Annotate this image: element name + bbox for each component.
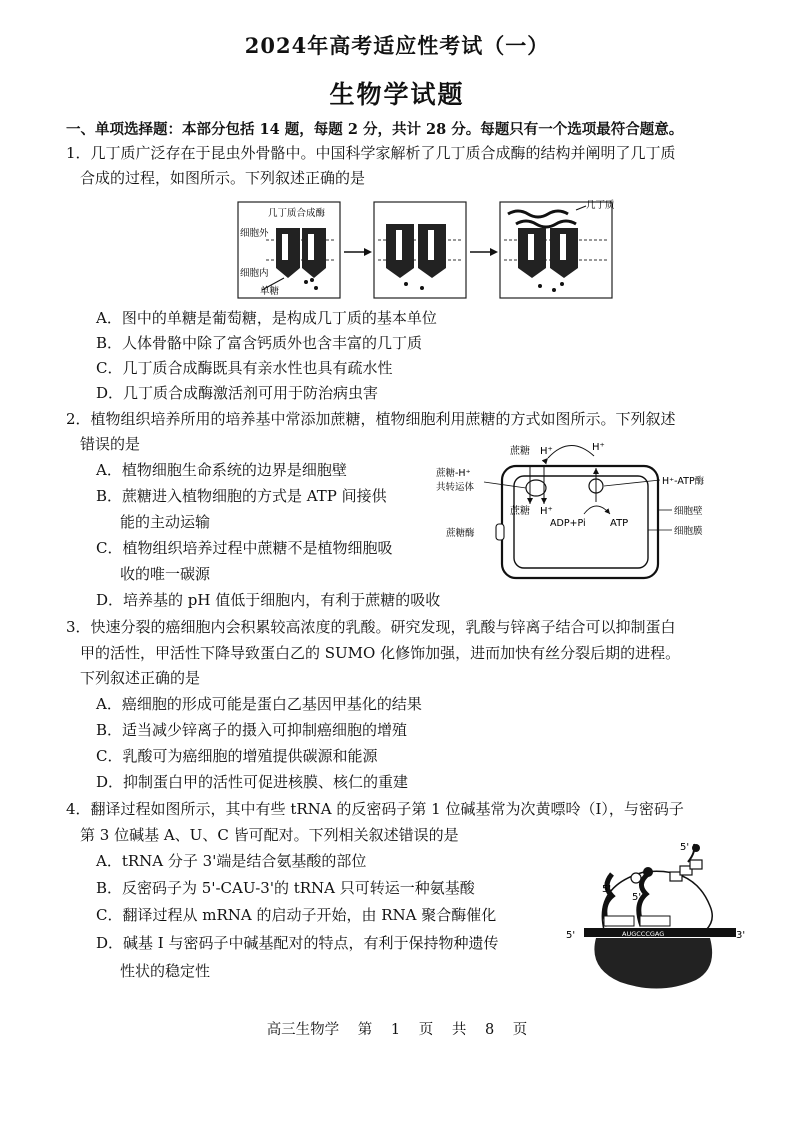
q4-option-d-line1[interactable]: D．碱基 I 与密码子中碱基配对的特点，有利于保持物种遗传 bbox=[96, 934, 499, 952]
q1-stem-line2: 合成的过程，如图所示。下列叙述正确的是 bbox=[80, 169, 366, 187]
q4-translation-figure bbox=[560, 842, 750, 990]
q3-option-d[interactable]: D．抑制蛋白甲的活性可促进核膜、核仁的重建 bbox=[96, 773, 409, 791]
footer-page-number: 第 1 页 bbox=[357, 1022, 434, 1038]
q2-label-atpase: H⁺-ATP酶 bbox=[662, 476, 705, 487]
q2-label-sucrase: 蔗糖酶 bbox=[446, 528, 475, 539]
q2-sucrase bbox=[496, 524, 504, 540]
q2-label-h-in: H⁺ bbox=[540, 506, 553, 517]
q1-chitin-synthase-figure bbox=[236, 194, 616, 306]
q2-stem-line2: 错误的是 bbox=[80, 435, 141, 453]
q1-label-enzyme: 几丁质合成酶 bbox=[268, 208, 326, 219]
q2-option-c-line1[interactable]: C．植物组织培养过程中蔗糖不是植物细胞吸 bbox=[96, 539, 393, 557]
q4-codons: AUGCCCGAG bbox=[622, 930, 665, 938]
q1-option-c[interactable]: C．几丁质合成酶既具有亲水性也具有疏水性 bbox=[96, 359, 393, 377]
q1-stem-line1: 1．几丁质广泛存在于昆虫外骨骼中。中国科学家解析了几丁质合成酶的结构并阐明了几丁质 bbox=[66, 144, 676, 162]
q4-label-3-mrna: 3' bbox=[736, 930, 746, 941]
q2-label-sucrose-in: 蔗糖 bbox=[510, 506, 530, 517]
q4-option-c[interactable]: C．翻译过程从 mRNA 的启动子开始，由 RNA 聚合酶催化 bbox=[96, 906, 497, 924]
q2-label-cotransporter-2: 共转运体 bbox=[436, 482, 475, 493]
q3-stem-line2: 甲的活性，甲活性下降导致蛋白乙的 SUMO 化修饰加强，进而加快有丝分裂后期的进程。 bbox=[80, 644, 681, 662]
q4-option-d-line2: 性状的稳定性 bbox=[120, 962, 211, 980]
q2-option-b-line1[interactable]: B．蔗糖进入植物细胞的方式是 ATP 间接供 bbox=[96, 487, 387, 505]
q2-option-a[interactable]: A．植物细胞生命系统的边界是细胞壁 bbox=[96, 461, 347, 479]
q2-option-b-line2: 能的主动运输 bbox=[120, 513, 211, 531]
q2-option-d[interactable]: D．培养基的 pH 值低于细胞内，有利于蔗糖的吸收 bbox=[96, 591, 441, 609]
q4-stem-line1: 4．翻译过程如图所示，其中有些 tRNA 的反密码子第 1 位碱基常为次黄嘌呤（I），与密码子 bbox=[66, 800, 684, 818]
q1-option-a[interactable]: A．图中的单糖是葡萄糖，是构成几丁质的基本单位 bbox=[96, 309, 437, 327]
q1-option-b[interactable]: B．人体骨骼中除了富含钙质外也含丰富的几丁质 bbox=[96, 334, 423, 352]
q3-option-c[interactable]: C．乳酸可为癌细胞的增殖提供碳源和能源 bbox=[96, 747, 378, 765]
q3-stem-line3: 下列叙述正确的是 bbox=[80, 669, 201, 687]
q1-label-inside: 细胞内 bbox=[240, 268, 269, 279]
q2-option-c-line2: 收的唯一碳源 bbox=[120, 565, 211, 583]
q3-option-b[interactable]: B．适当减少锌离子的摄入可抑制癌细胞的增殖 bbox=[96, 721, 408, 739]
q2-label-atp: ATP bbox=[610, 518, 629, 529]
q3-option-a[interactable]: A．癌细胞的形成可能是蛋白乙基因甲基化的结果 bbox=[96, 695, 422, 713]
q2-label-cell-membrane: 细胞膜 bbox=[674, 526, 703, 537]
q2-label-cell-wall: 细胞壁 bbox=[674, 506, 703, 517]
q2-label-h-top: H⁺ bbox=[540, 446, 553, 457]
section-instruction: 一、单项选择题：本部分包括 14 题，每题 2 分，共计 28 分。每题只有一个选项最符合题意。 bbox=[66, 121, 684, 138]
q2-label-adp: ADP+Pi bbox=[550, 518, 586, 529]
footer-total-pages: 共 8 页 bbox=[451, 1022, 528, 1038]
q4-label-5-left: 5' bbox=[602, 884, 612, 895]
q1-label-chitin: 几丁质 bbox=[586, 200, 615, 211]
q1-option-d[interactable]: D．几丁质合成酶激活剂可用于防治病虫害 bbox=[96, 384, 379, 402]
subject-title: 生物学试题 bbox=[329, 80, 465, 109]
q1-label-outside: 细胞外 bbox=[240, 228, 269, 239]
q4-option-a[interactable]: A．tRNA 分子 3'端是结合氨基酸的部位 bbox=[96, 852, 367, 870]
q3-stem-line1: 3．快速分裂的癌细胞内会积累较高浓度的乳酸。研究发现，乳酸与锌离子结合可以抑制蛋白 bbox=[66, 618, 676, 636]
q4-label-5-top: 5' bbox=[680, 842, 690, 853]
q2-sucrose-uptake-figure bbox=[434, 432, 734, 582]
q4-option-b[interactable]: B．反密码子为 5'-CAU-3'的 tRNA 只可转运一种氨基酸 bbox=[96, 879, 475, 897]
q2-cotransporter bbox=[526, 480, 546, 496]
q2-stem-line1: 2．植物组织培养所用的培养基中常添加蔗糖，植物细胞利用蔗糖的方式如图所示。下列叙述 bbox=[66, 410, 676, 428]
q2-label-cotransporter-1: 蔗糖-H⁺ bbox=[436, 468, 471, 479]
footer-subject: 高三生物学 bbox=[266, 1022, 340, 1038]
exam-title: 2024年高考适应性考试（一） bbox=[244, 33, 550, 58]
q2-label-sucrose-top: 蔗糖 bbox=[510, 446, 530, 457]
q4-label-5-mid: 5' bbox=[632, 892, 642, 903]
q2-label-h-right: H⁺ bbox=[592, 442, 605, 453]
q1-label-sugar: 单糖 bbox=[260, 286, 280, 297]
q4-ribosome-small bbox=[594, 938, 712, 989]
page-footer bbox=[0, 1018, 794, 1039]
q4-label-5-mrna: 5' bbox=[566, 930, 576, 941]
q4-stem-line2: 第 3 位碱基 A、U、C 皆可配对。下列相关叙述错误的是 bbox=[80, 826, 459, 844]
